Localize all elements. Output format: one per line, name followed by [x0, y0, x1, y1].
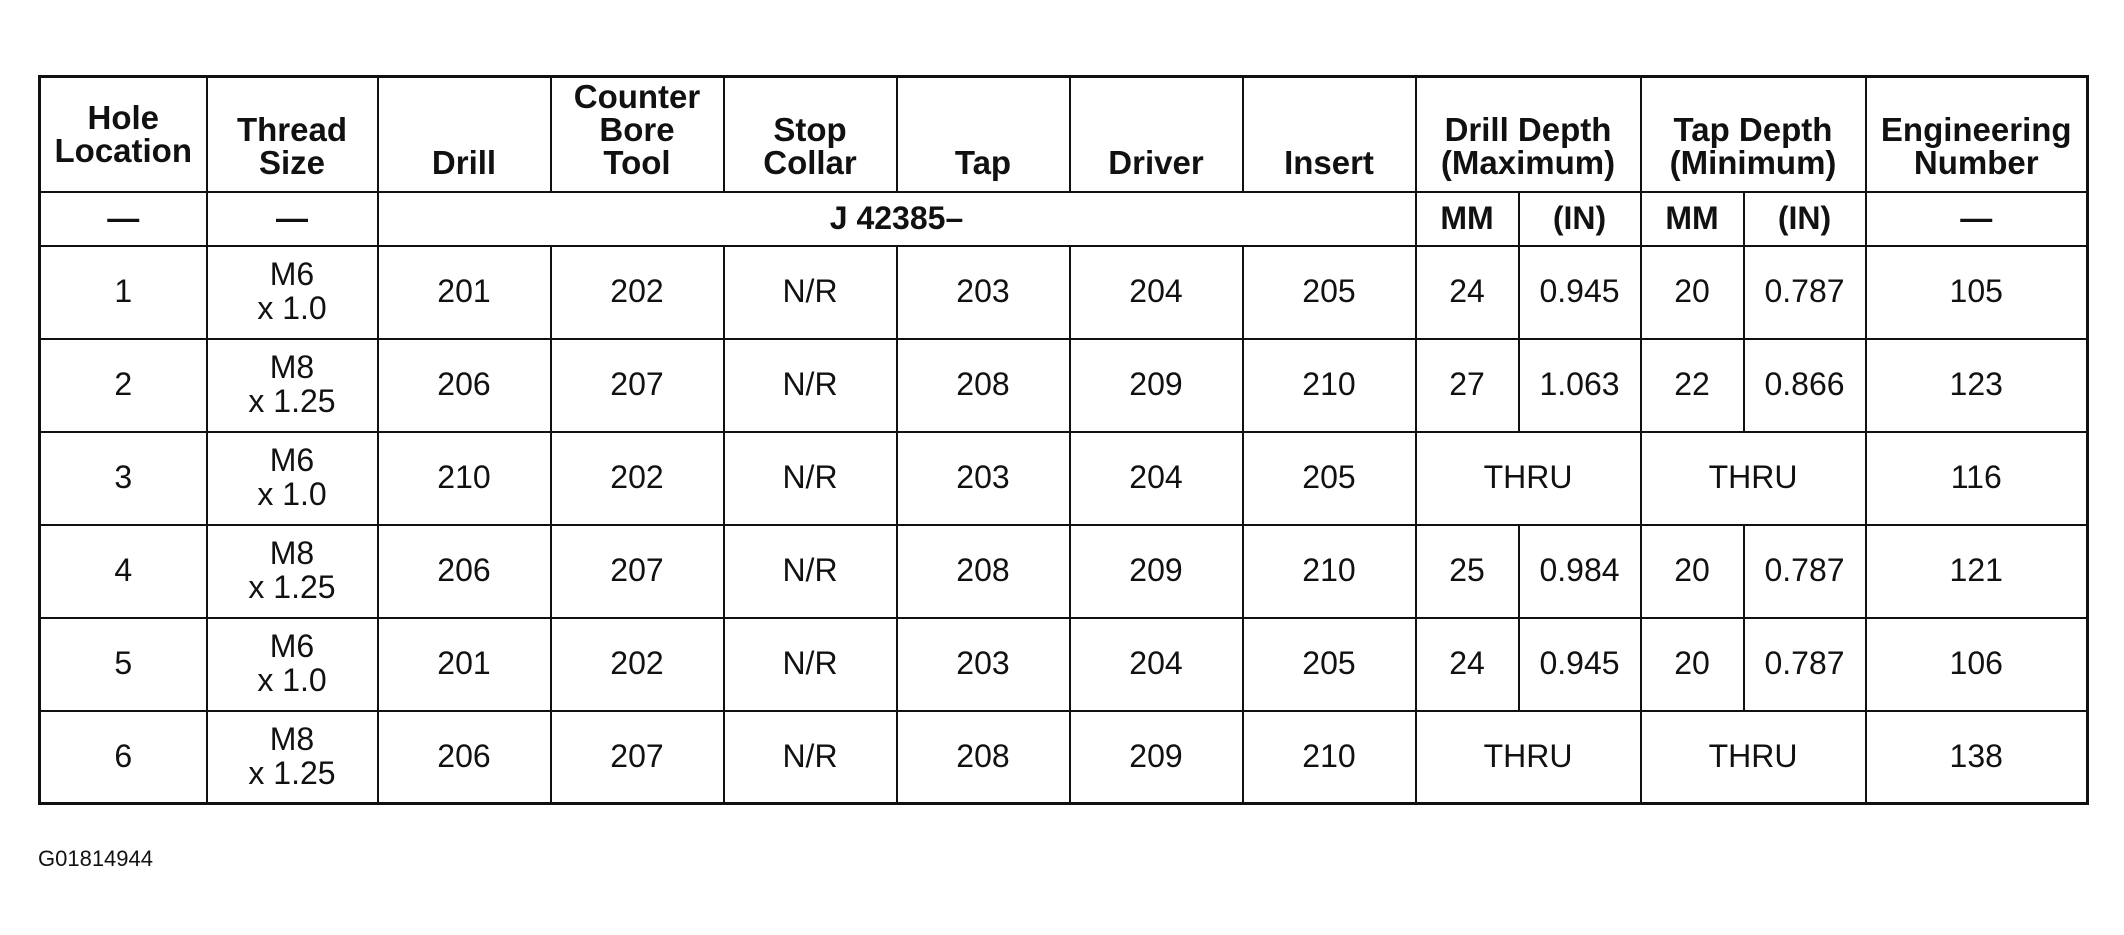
cell-stop-collar: N/R: [724, 339, 897, 432]
header-drill: Drill: [378, 77, 551, 192]
cell-hole-location: 1: [40, 246, 207, 339]
cell-tap: 203: [897, 618, 1070, 711]
cell-insert: 205: [1243, 618, 1416, 711]
cell-thread-size: M6 x 1.0: [207, 618, 378, 711]
insert-tool-specification-table: [38, 75, 2089, 805]
cell-thread-size: M6 x 1.0: [207, 432, 378, 525]
cell-drill: 201: [378, 246, 551, 339]
cell-tap-depth-in: 0.787: [1744, 246, 1866, 339]
cell-counter-bore-tool: 207: [551, 711, 724, 804]
cell-stop-collar: N/R: [724, 432, 897, 525]
subheader-engineering-number: —: [1866, 192, 2088, 246]
cell-thread-size: M6 x 1.0: [207, 246, 378, 339]
subheader-thread-size: —: [207, 192, 378, 246]
cell-drill: 206: [378, 339, 551, 432]
cell-tap: 208: [897, 339, 1070, 432]
cell-engineering-number: 138: [1866, 711, 2088, 804]
cell-drill-depth-in: 0.984: [1519, 525, 1641, 618]
cell-tap-depth-in: 0.866: [1744, 339, 1866, 432]
cell-drill-depth-in: 1.063: [1519, 339, 1641, 432]
cell-counter-bore-tool: 207: [551, 525, 724, 618]
cell-drill-depth-in: 0.945: [1519, 618, 1641, 711]
cell-engineering-number: 116: [1866, 432, 2088, 525]
cell-counter-bore-tool: 207: [551, 339, 724, 432]
cell-engineering-number: 106: [1866, 618, 2088, 711]
subheader-drill-mm: MM: [1416, 192, 1519, 246]
figure-id: G01814944: [38, 846, 153, 871]
cell-drill: 206: [378, 525, 551, 618]
cell-drill-depth-thru: THRU: [1416, 711, 1641, 804]
header-driver: Driver: [1070, 77, 1243, 192]
subheader-hole-location: —: [40, 192, 207, 246]
cell-drill: 210: [378, 432, 551, 525]
cell-tap-depth-mm: 20: [1641, 525, 1744, 618]
cell-driver: 209: [1070, 339, 1243, 432]
cell-tap: 208: [897, 525, 1070, 618]
cell-tap-depth-mm: 20: [1641, 618, 1744, 711]
cell-driver: 204: [1070, 246, 1243, 339]
cell-stop-collar: N/R: [724, 246, 897, 339]
cell-drill-depth-mm: 24: [1416, 618, 1519, 711]
table-row: [40, 525, 2088, 618]
cell-tap-depth-in: 0.787: [1744, 525, 1866, 618]
cell-hole-location: 2: [40, 339, 207, 432]
cell-driver: 204: [1070, 618, 1243, 711]
cell-drill: 201: [378, 618, 551, 711]
cell-tap-depth-mm: 22: [1641, 339, 1744, 432]
cell-hole-location: 5: [40, 618, 207, 711]
header-thread-size: Thread Size: [207, 77, 378, 192]
cell-insert: 205: [1243, 432, 1416, 525]
cell-tap-depth-thru: THRU: [1641, 432, 1866, 525]
cell-drill: 206: [378, 711, 551, 804]
cell-thread-size: M8 x 1.25: [207, 339, 378, 432]
subheader-tap-in: (IN): [1744, 192, 1866, 246]
cell-thread-size: M8 x 1.25: [207, 711, 378, 804]
cell-engineering-number: 123: [1866, 339, 2088, 432]
cell-hole-location: 4: [40, 525, 207, 618]
cell-driver: 204: [1070, 432, 1243, 525]
cell-insert: 210: [1243, 339, 1416, 432]
table-row: [40, 618, 2088, 711]
cell-stop-collar: N/R: [724, 711, 897, 804]
cell-counter-bore-tool: 202: [551, 432, 724, 525]
cell-stop-collar: N/R: [724, 618, 897, 711]
cell-drill-depth-mm: 25: [1416, 525, 1519, 618]
header-tap: Tap: [897, 77, 1070, 192]
header-insert: Insert: [1243, 77, 1416, 192]
cell-tap: 203: [897, 432, 1070, 525]
table-row: [40, 711, 2088, 804]
header-engineering-number: Engineering Number: [1866, 77, 2088, 192]
cell-tap-depth-mm: 20: [1641, 246, 1744, 339]
cell-engineering-number: 121: [1866, 525, 2088, 618]
subheader-drill-in: (IN): [1519, 192, 1641, 246]
cell-drill-depth-in: 0.945: [1519, 246, 1641, 339]
table-row: [40, 339, 2088, 432]
cell-insert: 210: [1243, 525, 1416, 618]
cell-drill-depth-mm: 27: [1416, 339, 1519, 432]
cell-tap: 208: [897, 711, 1070, 804]
cell-driver: 209: [1070, 525, 1243, 618]
cell-stop-collar: N/R: [724, 525, 897, 618]
table-row: [40, 432, 2088, 525]
cell-hole-location: 6: [40, 711, 207, 804]
table-row: [40, 246, 2088, 339]
cell-tap-depth-in: 0.787: [1744, 618, 1866, 711]
cell-thread-size: M8 x 1.25: [207, 525, 378, 618]
cell-counter-bore-tool: 202: [551, 246, 724, 339]
subheader-tap-mm: MM: [1641, 192, 1744, 246]
cell-tap-depth-thru: THRU: [1641, 711, 1866, 804]
cell-hole-location: 3: [40, 432, 207, 525]
cell-insert: 210: [1243, 711, 1416, 804]
cell-drill-depth-mm: 24: [1416, 246, 1519, 339]
header-hole-location: Hole Location: [40, 77, 207, 192]
header-tap-depth: Tap Depth (Minimum): [1641, 77, 1866, 192]
header-counter-bore-tool: Counter Bore Tool: [551, 77, 724, 192]
cell-driver: 209: [1070, 711, 1243, 804]
header-stop-collar: Stop Collar: [724, 77, 897, 192]
cell-insert: 205: [1243, 246, 1416, 339]
cell-engineering-number: 105: [1866, 246, 2088, 339]
subheader-row: [40, 192, 2088, 246]
cell-counter-bore-tool: 202: [551, 618, 724, 711]
cell-drill-depth-thru: THRU: [1416, 432, 1641, 525]
header-row: [40, 77, 2088, 192]
cell-tap: 203: [897, 246, 1070, 339]
subheader-tool-prefix: J 42385–: [378, 192, 1416, 246]
header-drill-depth: Drill Depth (Maximum): [1416, 77, 1641, 192]
